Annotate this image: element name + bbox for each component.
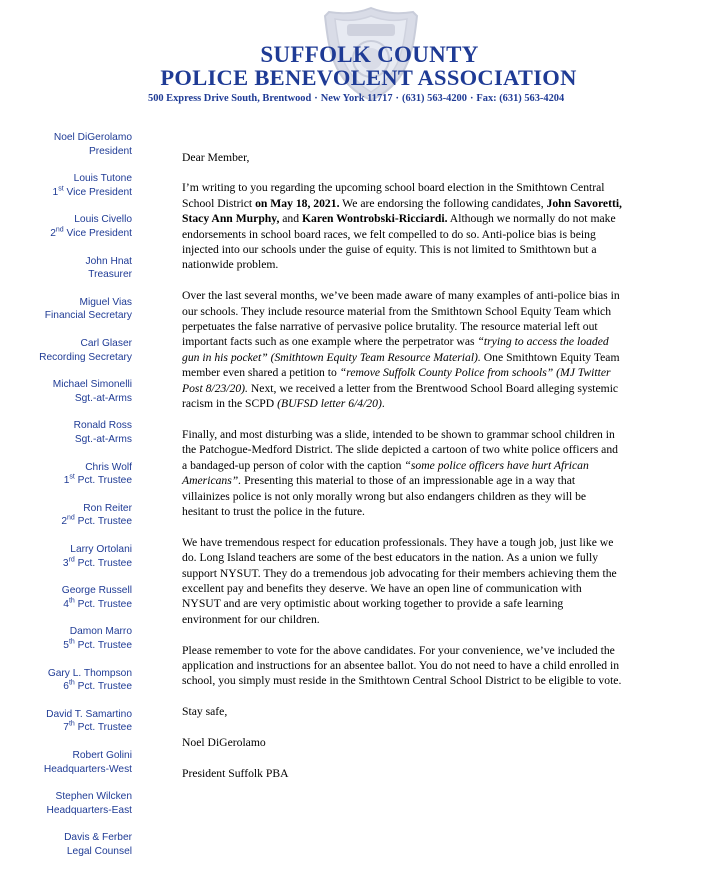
board-member-name: Michael Simonelli bbox=[52, 379, 132, 391]
p3-text-a: Finally, and most disturbing was a slide, intended to be shown to grammar school children in the Patchogue-Medford District. The slide depicted a cartoon of two white police officers and a bandaged-up person of color with the caption bbox=[182, 427, 618, 472]
board-member-title bbox=[10, 433, 132, 447]
signer-name: Noel DiGerolamo bbox=[182, 735, 266, 749]
paragraph-3 bbox=[182, 427, 622, 519]
board-member bbox=[10, 831, 132, 858]
title-ordinal: 1 bbox=[52, 186, 59, 198]
board-member-name: Damon Marro bbox=[69, 626, 132, 638]
board-member-name: Davis & Ferber bbox=[64, 832, 132, 844]
p2-text-c: Next, we received a letter from the Brentwood School Board alleging systemic racism in the SCPD bbox=[182, 381, 619, 411]
board-member-title bbox=[10, 598, 132, 612]
title-ordinal-suffix: th bbox=[68, 679, 75, 687]
board-member-name: Ron Reiter bbox=[83, 502, 132, 514]
board-member-title bbox=[10, 392, 132, 406]
closing: Stay safe, bbox=[182, 705, 228, 719]
paragraph-2 bbox=[182, 288, 622, 411]
p2-text-b: One Smithtown Equity Team member even shared a petition to bbox=[182, 350, 620, 380]
fax-number: Fax: (631) 563-4204 bbox=[476, 93, 565, 104]
board-member bbox=[10, 625, 132, 652]
street-address: 500 Express Drive South, Brentwood bbox=[148, 93, 312, 104]
title-ordinal-suffix: nd bbox=[67, 514, 75, 522]
board-member bbox=[10, 749, 132, 776]
board-member-name: Miguel Vias bbox=[79, 296, 132, 308]
title-ordinal: 6 bbox=[63, 681, 69, 693]
board-member-name: Stephen Wilcken bbox=[55, 791, 132, 803]
title-text: Pct. Trustee bbox=[74, 681, 132, 693]
title-ordinal-suffix: th bbox=[68, 597, 75, 605]
title-text: Sgt.-at-Arms bbox=[74, 392, 132, 404]
p2-quote-1: “trying to access the loaded gun in his pocket” (Smithtown Equity Team Resource Material). bbox=[182, 335, 609, 364]
paragraph-1 bbox=[182, 180, 622, 272]
title-ordinal: 3 bbox=[62, 557, 69, 569]
title-ordinal-suffix: rd bbox=[68, 556, 75, 564]
board-member-name: George Russell bbox=[61, 585, 132, 597]
title-text: Vice President bbox=[63, 227, 132, 239]
board-member bbox=[10, 131, 132, 158]
title-text: Financial Secretary bbox=[44, 310, 132, 322]
election-date: on May 18, 2021. bbox=[255, 196, 340, 210]
title-ordinal: 5 bbox=[63, 639, 69, 651]
p1-text-and: and bbox=[279, 212, 302, 226]
board-member bbox=[10, 543, 132, 570]
title-ordinal: 2 bbox=[50, 227, 56, 239]
board-member-name: Louis Tutone bbox=[73, 173, 132, 185]
board-member-name: Chris Wolf bbox=[85, 461, 132, 473]
board-member bbox=[10, 378, 132, 405]
title-ordinal-suffix: th bbox=[68, 638, 75, 646]
board-member-name: Noel DiGerolamo bbox=[53, 132, 132, 143]
phone-number: (631) 563-4200 bbox=[402, 93, 467, 104]
board-member-name: Louis Civello bbox=[74, 214, 132, 226]
letter-body bbox=[182, 150, 622, 797]
title-ordinal: 7 bbox=[63, 722, 69, 734]
title-text: Pct. Trustee bbox=[74, 516, 132, 528]
board-member bbox=[10, 461, 132, 488]
board-member-name: Larry Ortolani bbox=[70, 544, 132, 555]
board-member-title bbox=[10, 680, 132, 694]
board-member bbox=[10, 172, 132, 199]
board-member-title bbox=[10, 309, 132, 323]
board-member-title bbox=[10, 557, 132, 571]
title-ordinal-suffix: st bbox=[58, 185, 64, 193]
p2-text-d: . bbox=[381, 397, 385, 411]
title-text: Vice President bbox=[63, 186, 132, 198]
title-text: Legal Counsel bbox=[66, 845, 132, 857]
board-member-title bbox=[10, 845, 132, 859]
board-member-title bbox=[10, 474, 132, 488]
title-ordinal: 4 bbox=[63, 598, 69, 610]
title-text: Recording Secretary bbox=[39, 351, 132, 363]
board-member-title bbox=[10, 515, 132, 529]
title-text: Treasurer bbox=[88, 269, 132, 281]
board-member bbox=[10, 337, 132, 364]
paragraph-4: We have tremendous respect for education professionals. They have a tough job, just like we do. Long Island teachers are some of the best educators in the nation. As a union we fully support NYSUT. They do a tremendous job advocating for their members achieving them the excellent pay and benefits they deserve. We have an open line of communication with NYSUT and are very optimistic about working together to provide a safe learning environment for our children. bbox=[182, 535, 617, 626]
title-ordinal-suffix: st bbox=[69, 473, 75, 481]
board-member bbox=[10, 213, 132, 240]
title-ordinal-suffix: nd bbox=[55, 226, 64, 234]
board-member-title bbox=[10, 721, 132, 735]
title-text: Pct. Trustee bbox=[74, 475, 132, 487]
org-name-line1: SUFFOLK COUNTY bbox=[260, 42, 479, 67]
city-state-zip: New York 11717 bbox=[320, 93, 393, 104]
candidate-name-3: Karen Wontrobski-Ricciardi. bbox=[302, 212, 448, 226]
title-text: Pct. Trustee bbox=[74, 598, 132, 610]
title-ordinal-suffix: th bbox=[68, 720, 75, 728]
board-member bbox=[10, 584, 132, 611]
p1-text-a: I’m writing to you regarding the upcoming school board election in the Smithtown Central School District bbox=[182, 181, 605, 210]
board-member bbox=[10, 790, 132, 817]
p2-quote-2: “remove Suffolk County Police from schools” (MJ Twitter Post 8/23/20). bbox=[182, 366, 611, 395]
paragraph-5: Please remember to vote for the above candidates. For your convenience, we’ve included the application and instructions for an absentee ballot. You do not need to have a child enrolled in school, you simply must reside in the Smithtown Central School District to be eligible to vote. bbox=[182, 643, 622, 688]
board-member bbox=[10, 502, 132, 529]
board-member bbox=[10, 255, 132, 282]
board-member-name: John Hnat bbox=[85, 255, 132, 267]
title-text: Sgt.-at-Arms bbox=[74, 433, 132, 445]
board-member-name: Gary L. Thompson bbox=[47, 667, 132, 679]
title-text: Headquarters-East bbox=[46, 804, 132, 816]
org-name-line2: POLICE BENEVOLENT ASSOCIATION bbox=[160, 65, 577, 90]
p3-text-b: Presenting this material to those of an impressionable age in a way that villainizes police is not only morally wrong but also endangers children as they will be hesitant to trust the police in the future. bbox=[182, 474, 587, 518]
title-ordinal: 1 bbox=[63, 475, 70, 487]
title-ordinal: 2 bbox=[61, 516, 68, 528]
board-member-title bbox=[10, 145, 132, 159]
board-member bbox=[10, 667, 132, 694]
p2-quote-3: (BUFSD letter 6/4/20) bbox=[277, 397, 382, 411]
board-member bbox=[10, 419, 132, 446]
board-member-title bbox=[10, 351, 132, 365]
board-member-name: Carl Glaser bbox=[80, 338, 132, 349]
board-member-title bbox=[10, 186, 132, 200]
candidate-names: John Savoretti, Stacy Ann Murphy, bbox=[182, 196, 622, 226]
p3-quote: “some police officers have hurt African Americans”. bbox=[182, 458, 589, 488]
board-member-name: David T. Samartino bbox=[46, 708, 132, 720]
title-text: Headquarters-West bbox=[43, 763, 132, 775]
p1-text-c: Although we normally do not make endorsements in school board races, we felt compelled to do so. Anti-police bias is being injected into our schools under the guise of equity. This is not limited to Smithtown but a nationwide problem. bbox=[182, 212, 616, 272]
board-member-title bbox=[10, 639, 132, 653]
board-member-name: Ronald Ross bbox=[73, 420, 132, 432]
title-text: Pct. Trustee bbox=[74, 639, 132, 651]
board-member-title bbox=[10, 763, 132, 777]
letterhead-address: 500 Express Drive South, Brentwood · New York 11717 · (631) 563-4200 · Fax: (631) 563-4204 bbox=[148, 93, 565, 104]
title-text: Pct. Trustee bbox=[74, 557, 132, 569]
p1-text-b: We are endorsing the following candidates, bbox=[339, 196, 547, 210]
board-member bbox=[10, 296, 132, 323]
board-member-title bbox=[10, 804, 132, 818]
board-member-title bbox=[10, 227, 132, 241]
signer-title: President Suffolk PBA bbox=[182, 766, 289, 780]
title-text: Pct. Trustee bbox=[74, 722, 132, 734]
board-member-title bbox=[10, 268, 132, 282]
board-member-name: Robert Golini bbox=[72, 750, 132, 761]
salutation: Dear Member, bbox=[182, 151, 250, 164]
board-member bbox=[10, 708, 132, 735]
title-text: President bbox=[88, 145, 132, 157]
p2-text-a: Over the last several months, we’ve been made aware of many examples of anti-police bias in our schools. They include resource material from the Smithtown School Equity Team which perpetuates the false narrative of pervasive police brutality. The resource material left out important facts such as one example where the perpetrator was bbox=[182, 289, 620, 349]
